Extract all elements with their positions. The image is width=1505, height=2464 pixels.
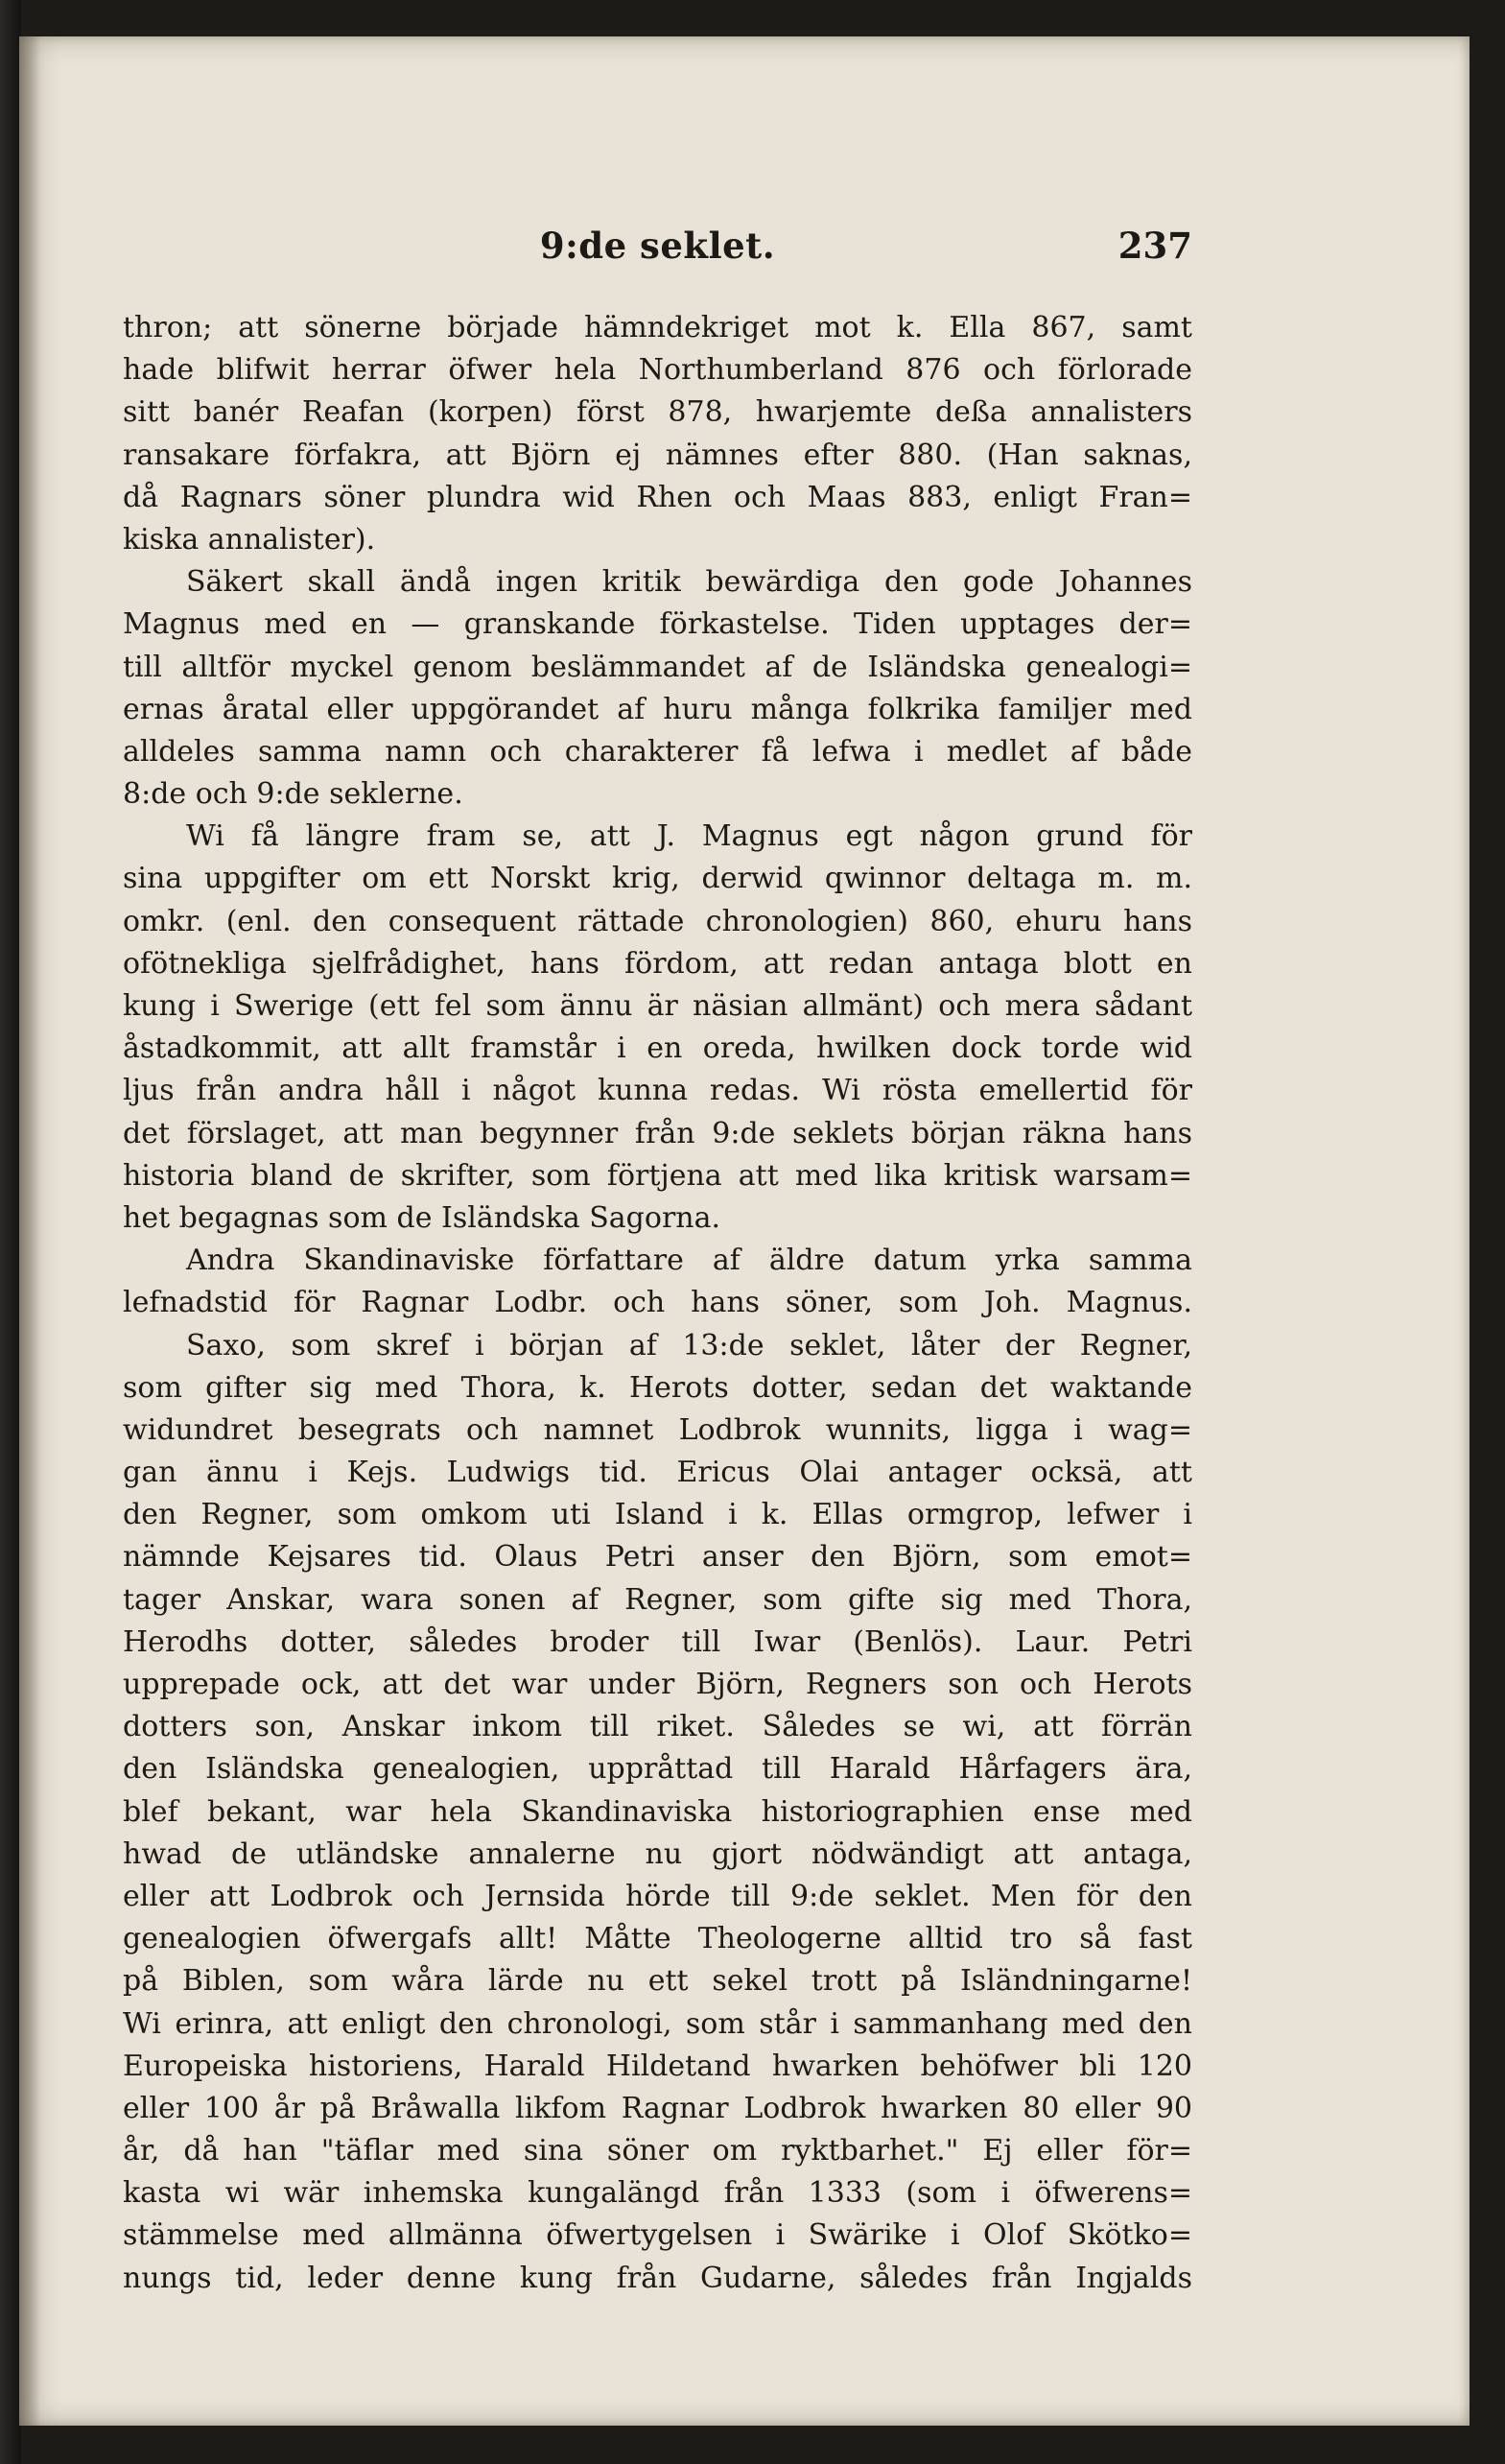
text-line: ofötnekliga sjelfrådighet, hans fördom, att redan antaga blott en: [123, 946, 1192, 981]
text-line: Säkert skall ändå ingen kritik bewärdiga den gode Johannes: [186, 565, 1192, 600]
text-line: Saxo, som skref i början af 13:de seklet, låter der Regner,: [186, 1328, 1192, 1362]
text-line: genealogien öfwergafs allt! Måtte Theologerne alltid tro så fast: [123, 1922, 1192, 1956]
text-line: Wi få längre fram se, att J. Magnus egt någon grund för: [186, 819, 1192, 854]
text-line: eller 100 år på Bråwalla likfom Ragnar Lodbrok hwarken 80 eller 90: [123, 2091, 1192, 2125]
text-line: den Isländska genealogien, uppråttad till Harald Hårfagers ära,: [123, 1752, 1192, 1787]
text-line: hade blifwit herrar öfwer hela Northumberland 876 och förlorade: [123, 353, 1192, 388]
text-line: Herodhs dotter, således broder till Iwar (Benlös). Laur. Petri: [123, 1624, 1192, 1659]
text-line: nungs tid, leder denne kung från Gudarne, således från Ingjalds: [123, 2261, 1192, 2295]
text-line: kasta wi wär inhemska kungalängd från 1333 (som i öfwerens=: [123, 2176, 1192, 2211]
text-line: Andra Skandinaviske författare af äldre datum yrka samma: [186, 1244, 1192, 1278]
text-line: tager Anskar, wara sonen af Regner, som gifte sig med Thora,: [123, 1582, 1192, 1617]
text-line: sitt banér Reafan (korpen) först 878, hwarjemte deßa annalisters: [123, 395, 1192, 430]
scan-edge: [0, 0, 21, 2464]
text-line: det förslaget, att man begynner från 9:de seklets början räkna hans: [123, 1116, 1192, 1150]
text-line: stämmelse med allmänna öfwertygelsen i Swärike i Olof Skötko=: [123, 2218, 1192, 2253]
text-line: het begagnas som de Isländska Sagorna.: [123, 1200, 721, 1235]
text-line: eller att Lodbrok och Jernsida hörde till 9:de seklet. Men för den: [123, 1879, 1192, 1913]
text-line: åstadkommit, att allt framstår i en oreda, hwilken dock torde wid: [123, 1031, 1192, 1066]
text-line: ljus från andra håll i något kunna redas. Wi rösta emellertid för: [123, 1074, 1192, 1108]
text-line: hwad de utländske annalerne nu gjort nödwändigt att antaga,: [123, 1836, 1192, 1871]
text-line: den Regner, som omkom uti Island i k. Ellas ormgrop, lefwer i: [123, 1498, 1192, 1532]
page-number: 237: [1117, 225, 1192, 267]
text-line: kung i Swerige (ett fel som ännu är näsian allmänt) och mera sådant: [123, 989, 1192, 1023]
text-line: på Biblen, som wåra lärde nu ett sekel trott på Isländningarne!: [123, 1964, 1192, 1999]
text-line: som gifter sig med Thora, k. Herots dotter, sedan det waktande: [123, 1370, 1192, 1405]
text-line: nämnde Kejsares tid. Olaus Petri anser den Björn, som emot=: [123, 1540, 1192, 1575]
text-line: omkr. (enl. den consequent rättade chronologien) 860, ehuru hans: [123, 904, 1192, 938]
text-line: ransakare förfakra, att Björn ej nämnes efter 880. (Han saknas,: [123, 438, 1192, 472]
text-line: då Ragnars söner plundra wid Rhen och Maas 883, enligt Fran=: [123, 480, 1192, 514]
text-line: blef bekant, war hela Skandinaviska historiographien ense med: [123, 1794, 1192, 1829]
text-line: thron; att sönerne började hämndekriget mot k. Ella 867, samt: [123, 311, 1192, 344]
text-line: Magnus med en — granskande förkastelse. Tiden upptages der=: [123, 607, 1192, 642]
text-line: ernas åratal eller uppgörandet af huru många folkrika familjer med: [123, 692, 1192, 726]
text-line: gan ännu i Kejs. Ludwigs tid. Ericus Olai antager ocksä, att: [123, 1456, 1192, 1490]
section-label: 9:de seklet.: [539, 225, 776, 267]
text-line: alldeles samma namn och charakterer få lefwa i medlet af både: [123, 734, 1192, 769]
text-line: Wi erinra, att enligt den chronologi, som står i sammanhang med den: [123, 2006, 1192, 2041]
text-line: dotters son, Anskar inkom till riket. Således se wi, att förrän: [123, 1710, 1192, 1744]
book-page: [19, 36, 1470, 2426]
text-line: sina uppgifter om ett Norskt krig, derwid qwinnor deltaga m. m.: [123, 862, 1192, 896]
text-line: upprepade ock, att det war under Björn, Regners son och Herots: [123, 1668, 1192, 1701]
text-line: kiska annalister).: [123, 522, 376, 557]
text-line: 8:de och 9:de seklerne.: [123, 777, 463, 812]
text-line: Europeiska historiens, Harald Hildetand hwarken behöfwer bli 120: [123, 2049, 1192, 2083]
body-text: [123, 307, 1192, 2300]
running-header: [123, 225, 1192, 282]
text-line: lefnadstid för Ragnar Lodbr. och hans söner, som Joh. Magnus.: [123, 1286, 1192, 1320]
text-line: år, då han "täflar med sina söner om ryktbarhet." Ej eller för=: [123, 2134, 1192, 2168]
text-line: historia bland de skrifter, som förtjena att med lika kritisk warsam=: [123, 1158, 1192, 1193]
text-line: till alltför myckel genom beslämmandet af de Isländska genealogi=: [123, 650, 1192, 684]
text-line: widundret besegrats och namnet Lodbrok wunnits, ligga i wag=: [123, 1412, 1192, 1447]
